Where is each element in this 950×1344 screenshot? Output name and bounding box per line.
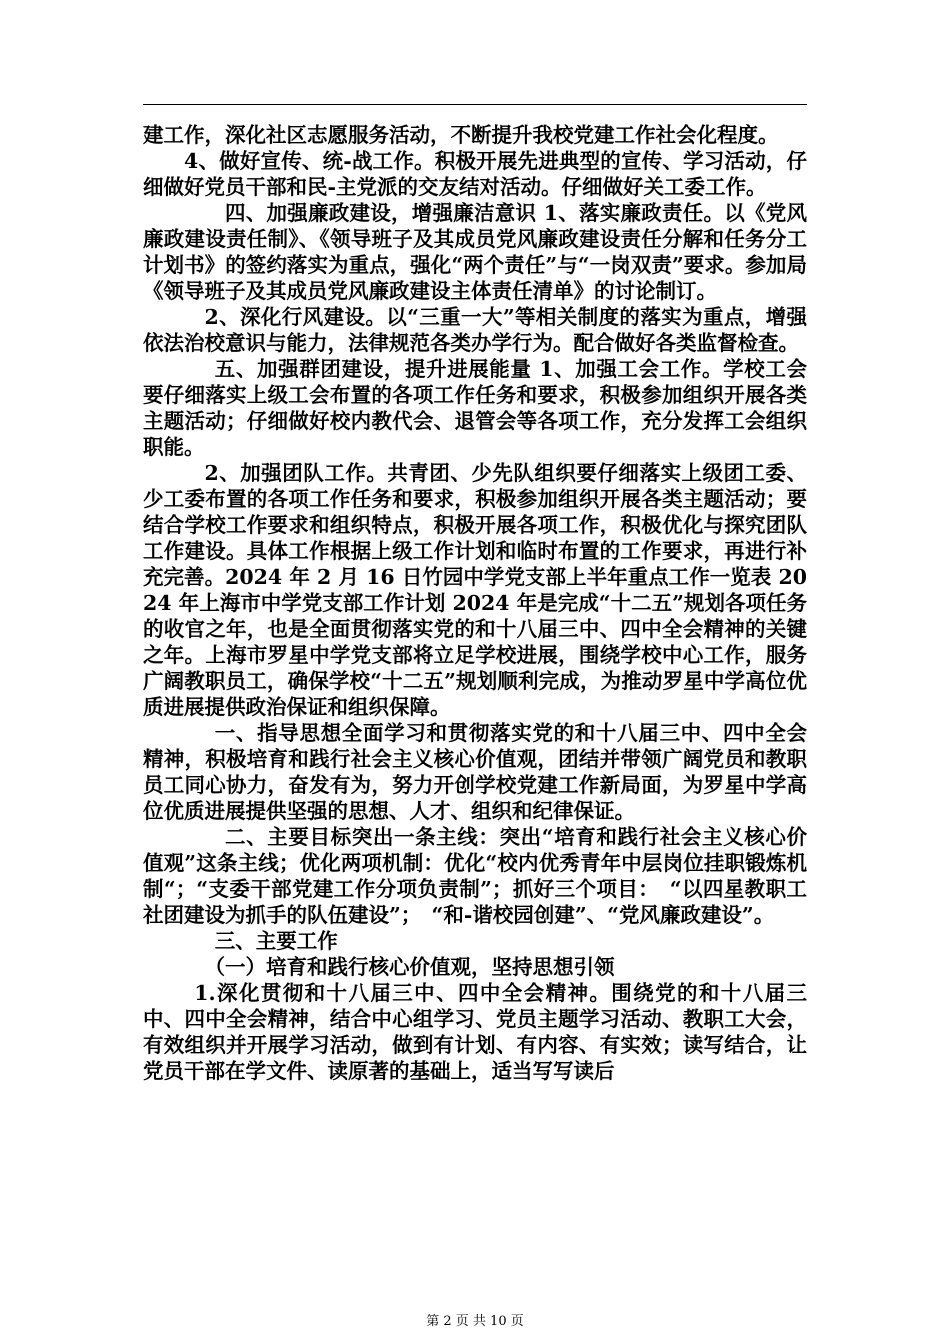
paragraph: 五、加强群团建设，提升进展能量 1、加强工会工作。学校工会要仔细落实上级工会布置的各项工作任务和要求，积极参加组织开展各类主题活动；仔细做好校内教代会、退管会等各项工作，充分发挥工会组织职能。 [143, 357, 807, 459]
paragraph: 2、深化行风建设。以“三重一大”等相关制度的落实为重点，增强依法治校意识与能力，法律规范各类办学行为。配合做好各类监督检查。 [143, 305, 807, 355]
paragraph: （一）培育和践行核心价值观，坚持思想引领 [204, 955, 615, 979]
document-body [143, 122, 807, 1084]
paragraph: 一、指导思想全面学习和贯彻落实党的和十八届三中、四中全会精神，积极培育和践行社会主义核心价值观，团结并带领广阔党员和教职员工同心协力，奋发有为，努力开创学校党建工作新局面，为罗星中学高位优质进展提供坚强的思想、人才、组织和纪律保证。 [143, 721, 807, 823]
paragraph: 三、主要工作 [214, 929, 338, 953]
page-footer [0, 1314, 950, 1330]
paragraph: 二、主要目标突出一条主线：突出“培育和践行社会主义核心价值观”这条主线；优化两项机制：优化“校内优秀青年中层岗位挂职锻炼机制“；“支委干部党建工作分项负责制”；抓好三个项目： “以四星教职工社团建设为抓手的队伍建设”； “和-谐校园创建”、“党风廉政建设”。 [143, 825, 807, 927]
paragraph: 建工作，深化社区志愿服务活动，不断提升我校党建工作社会化程度。 [143, 123, 779, 147]
paragraph: 2、加强团队工作。共青团、少先队组织要仔细落实上级团工委、少工委布置的各项工作任务和要求，积极参加组织开展各类主题活动；要结合学校工作要求和组织特点，积极开展各项工作，积极优化与探究团队工作建设。具体工作根据上级工作计划和临时布置的工作要求，再进行补充完善。2024 年 2 月 16 日竹园中学党支部上半年重点工作一览表 2024 年上海市中学党支部工作计划 2024 年是完成“十二五”规划各项任务的收官之年，也是全面贯彻落实党的和十八届三中、四中全会精神的关键之年。上海市罗星中学党支部将立足学校进展，围绕学校中心工作，服务广阔教职员工，确保学校“十二五”规划顺利完成，为推动罗星中学高位优质进展提供政治保证和组织保障。 [143, 461, 807, 719]
header-rule [143, 104, 807, 105]
paragraph: 四、加强廉政建设，增强廉洁意识 1、落实廉政责任。以《党风廉政建设责任制》、《领导班子及其成员党风廉政建设责任分解和任务分工计划书》的签约落实为重点，强化“两个责任”与“一岗双责”要求。参加局《领导班子及其成员党风廉政建设主体责任清单》的讨论制订。 [143, 201, 807, 303]
page-number-label: 第 2 页 共 10 页 [426, 1314, 524, 1329]
paragraph: 4、做好宣传、统-战工作。积极开展先进典型的宣传、学习活动，仔细做好党员干部和民-主党派的交友结对活动。仔细做好关工委工作。 [143, 149, 807, 199]
paragraph: 1.深化贯彻和十八届三中、四中全会精神。围绕党的和十八届三中、四中全会精神，结合中心组学习、党员主题学习活动、教职工大会，有效组织并开展学习活动，做到有计划、有内容、有实效；读写结合，让党员干部在学文件、读原著的基础上，适当写写读后 [143, 981, 807, 1083]
